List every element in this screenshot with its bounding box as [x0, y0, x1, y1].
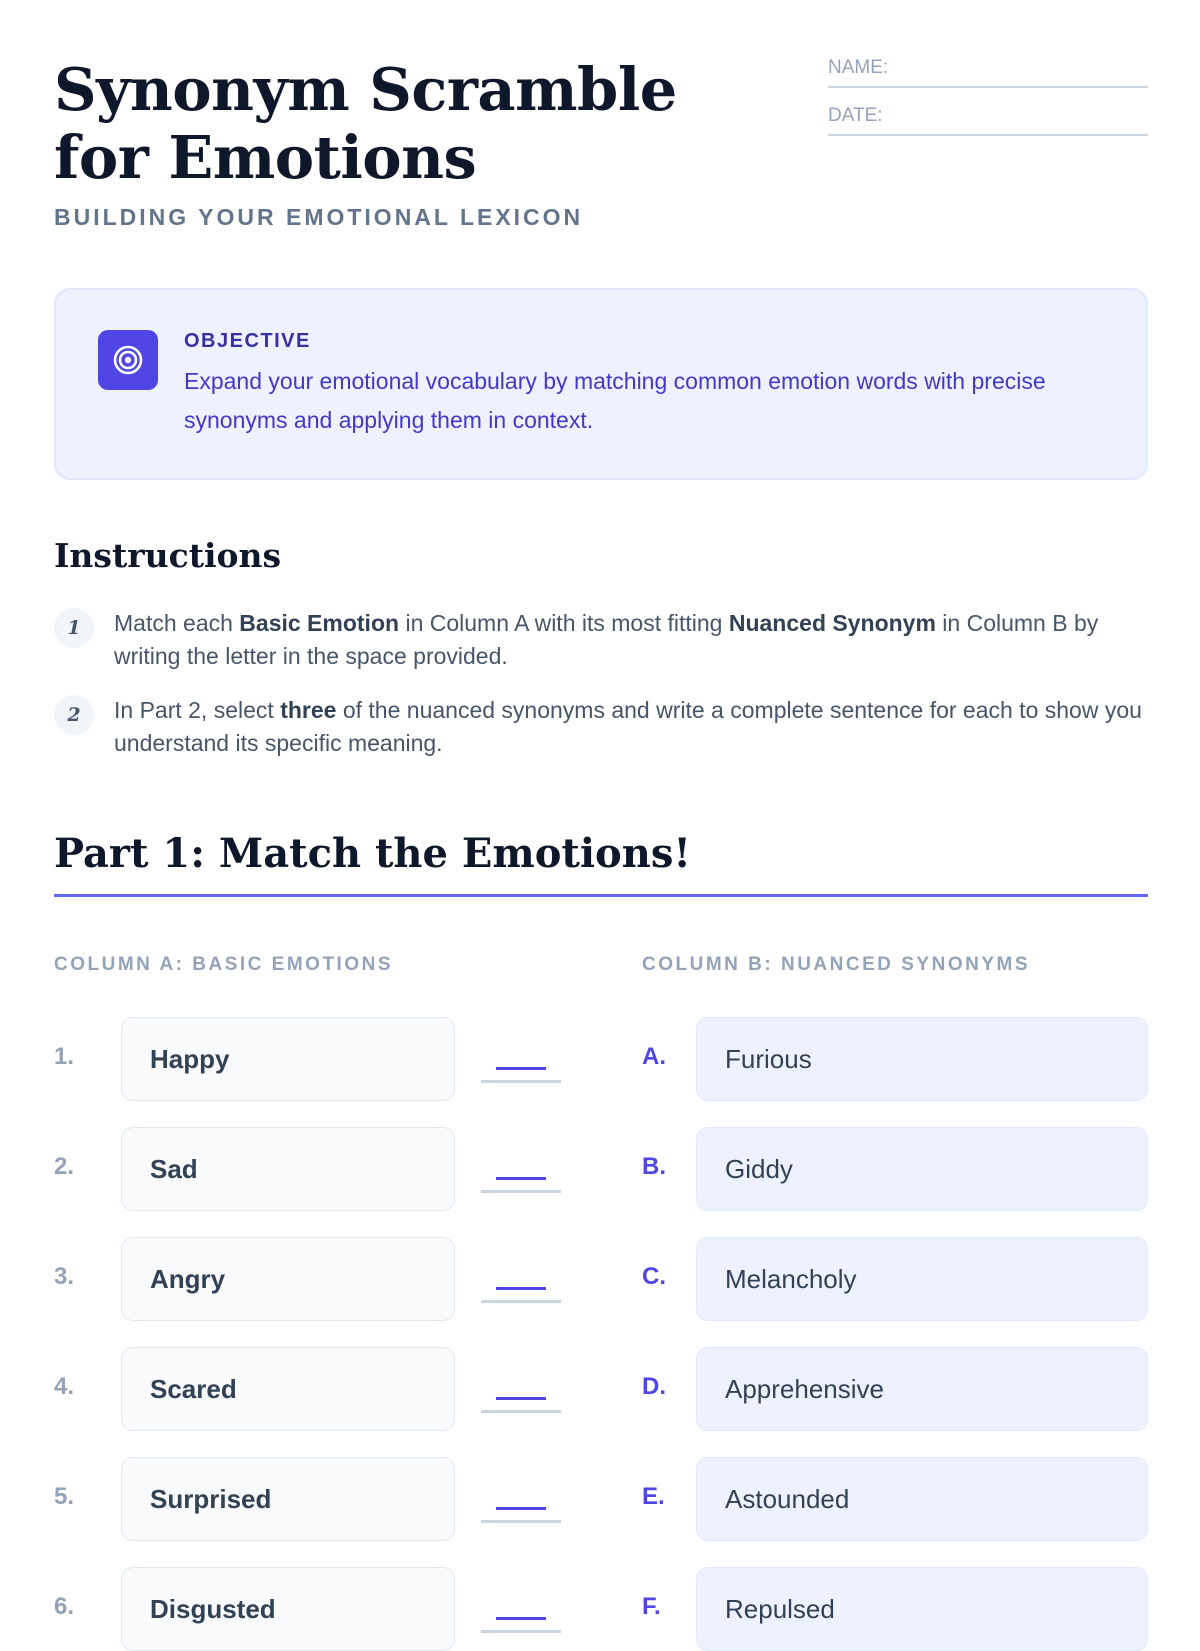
basic-emotion-word: Surprised: [150, 1484, 272, 1514]
blank-mark: [496, 1507, 546, 1510]
step-text: Match each Basic Emotion in Column A with its most fitting Nuanced Synonym in Column B by writing the letter in the space provided.: [114, 610, 1099, 669]
row-number: 1.: [54, 1043, 75, 1070]
worksheet-title: Synonym Scramble for Emotions: [54, 55, 677, 192]
blank-mark: [496, 1397, 546, 1400]
synonym-card: [696, 1127, 1148, 1211]
basic-emotion-word: Happy: [150, 1044, 230, 1074]
row-number: 5.: [54, 1483, 75, 1510]
step-number: 1: [54, 608, 94, 648]
basic-emotion-card: [121, 1567, 455, 1651]
basic-emotion-word: Disgusted: [150, 1594, 276, 1624]
match-row: [0, 1237, 1200, 1321]
blank-mark: [496, 1287, 546, 1290]
blank-mark: [496, 1617, 546, 1620]
row-number: 2.: [54, 1153, 75, 1180]
instructions-heading: Instructions: [54, 536, 282, 575]
match-row: [0, 1567, 1200, 1651]
row-number: 6.: [54, 1593, 75, 1620]
basic-emotion-word: Sad: [150, 1154, 198, 1184]
answer-blank[interactable]: [481, 1387, 561, 1413]
worksheet-subtitle: BUILDING YOUR EMOTIONAL LEXICON: [54, 204, 584, 230]
blank-mark: [496, 1177, 546, 1180]
synonym-card: [696, 1457, 1148, 1541]
synonym-letter: A.: [642, 1043, 666, 1070]
synonym-word: Giddy: [725, 1154, 793, 1184]
synonym-word: Repulsed: [725, 1594, 835, 1624]
synonym-card: [696, 1017, 1148, 1101]
match-row: [0, 1017, 1200, 1101]
name-label: NAME:: [828, 57, 889, 78]
synonym-card: [696, 1237, 1148, 1321]
basic-emotion-card: [121, 1127, 455, 1211]
synonym-letter: C.: [642, 1263, 666, 1290]
part1-divider: [54, 894, 1148, 897]
match-row: [0, 1127, 1200, 1211]
row-number: 4.: [54, 1373, 75, 1400]
synonym-letter: F.: [642, 1593, 661, 1620]
synonym-letter: E.: [642, 1483, 665, 1510]
synonym-word: Furious: [725, 1044, 812, 1074]
synonym-card: [696, 1567, 1148, 1651]
synonym-word: Astounded: [725, 1484, 850, 1514]
objective-card: [54, 288, 1148, 480]
date-field[interactable]: [828, 106, 1148, 136]
basic-emotion-word: Scared: [150, 1374, 237, 1404]
name-field[interactable]: [828, 58, 1148, 88]
basic-emotion-word: Angry: [150, 1264, 226, 1294]
basic-emotion-card: [121, 1457, 455, 1541]
column-b-header: COLUMN B: NUANCED SYNONYMS: [642, 954, 1030, 975]
match-row: [0, 1347, 1200, 1431]
synonym-word: Apprehensive: [725, 1374, 884, 1404]
basic-emotion-card: [121, 1237, 455, 1321]
basic-emotion-card: [121, 1347, 455, 1431]
blank-mark: [496, 1067, 546, 1070]
answer-blank[interactable]: [481, 1167, 561, 1193]
step-text: In Part 2, select three of the nuanced synonyms and write a complete sentence for each to show you understand its specific meaning.: [114, 697, 1142, 756]
objective-heading: OBJECTIVE: [184, 330, 311, 352]
synonym-letter: D.: [642, 1373, 666, 1400]
objective-text: Expand your emotional vocabulary by matching common emotion words with precise synonyms and applying them in context.: [184, 368, 1046, 433]
synonym-word: Melancholy: [725, 1264, 857, 1294]
part1-title: Part 1: Match the Emotions!: [54, 830, 691, 877]
step-number: 2: [54, 695, 94, 735]
answer-blank[interactable]: [481, 1057, 561, 1083]
basic-emotion-card: [121, 1017, 455, 1101]
answer-blank[interactable]: [481, 1497, 561, 1523]
row-number: 3.: [54, 1263, 75, 1290]
synonym-card: [696, 1347, 1148, 1431]
answer-blank[interactable]: [481, 1607, 561, 1633]
match-row: [0, 1457, 1200, 1541]
target-icon: [98, 330, 158, 390]
synonym-letter: B.: [642, 1153, 666, 1180]
date-label: DATE:: [828, 105, 883, 126]
column-a-header: COLUMN A: BASIC EMOTIONS: [54, 954, 394, 975]
answer-blank[interactable]: [481, 1277, 561, 1303]
